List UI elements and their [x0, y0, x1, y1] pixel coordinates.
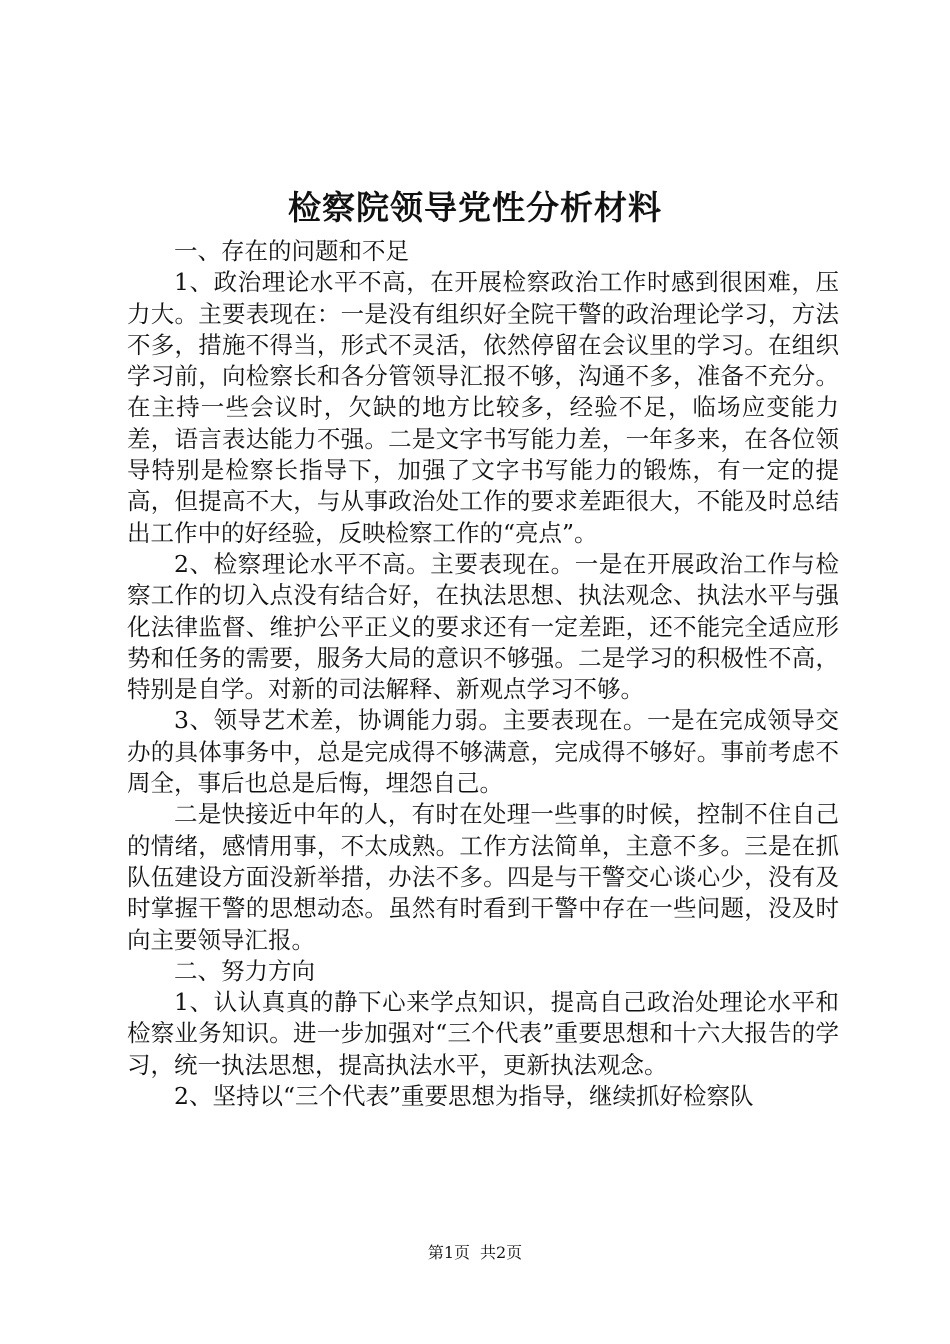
page-footer — [0, 1242, 950, 1264]
page-total: 共2页 — [480, 1243, 523, 1262]
paragraph: 1、政治理论水平不高，在开展检察政治工作时感到很困难，压力大。主要表现在：一是没有组织好全院干警的政治理论学习，方法不多，措施不得当，形式不灵活，依然停留在会议里的学习。在组织学习前，向检察长和各分管领导汇报不够，沟通不多，准备不充分。在主持一些会议时，欠缺的地方比较多，经验不足，临场应变能力差，语言表达能力不强。二是文字书写能力差，一年多来，在各位领导特别是检察长指导下，加强了文字书写能力的锻炼，有一定的提高，但提高不大，与从事政治处工作的要求差距很大，不能及时总结出工作中的好经验，反映检察工作的“亮点”。 — [127, 268, 839, 547]
paragraph: 二是快接近中年的人，有时在处理一些事的时候，控制不住自己的情绪，感情用事，不太成熟。工作方法简单，主意不多。三是在抓队伍建设方面没新举措，办法不多。四是与干警交心谈心少，没有及时掌握干警的思想动态。虽然有时看到干警中存在一些问题，没及时向主要领导汇报。 — [127, 800, 839, 954]
paragraph: 2、坚持以“三个代表”重要思想为指导，继续抓好检察队 — [174, 1082, 754, 1111]
section-heading: 二、努力方向 — [174, 956, 315, 985]
paragraph: 2、检察理论水平不高。主要表现在。一是在开展政治工作与检察工作的切入点没有结合好，在执法思想、执法观念、执法水平与强化法律监督、维护公平正义的要求还有一定差距，还不能完全适应形势和任务的需要，服务大局的意识不够强。二是学习的积极性不高，特别是自学。对新的司法解释、新观点学习不够。 — [127, 549, 839, 704]
paragraph: 3、领导艺术差，协调能力弱。主要表现在。一是在完成领导交办的具体事务中，总是完成得不够满意，完成得不够好。事前考虑不周全，事后也总是后悔，埋怨自己。 — [127, 706, 839, 798]
paragraph: 1、认认真真的静下心来学点知识，提高自己政治处理论水平和检察业务知识。进一步加强对“三个代表”重要思想和十六大报告的学习，统一执法思想，提高执法水平，更新执法观念。 — [127, 988, 839, 1079]
document-title: 检察院领导党性分析材料 — [288, 188, 662, 227]
section-heading: 一、存在的问题和不足 — [174, 237, 409, 265]
document-body — [127, 236, 839, 1112]
page-number: 第1页 — [427, 1243, 470, 1262]
